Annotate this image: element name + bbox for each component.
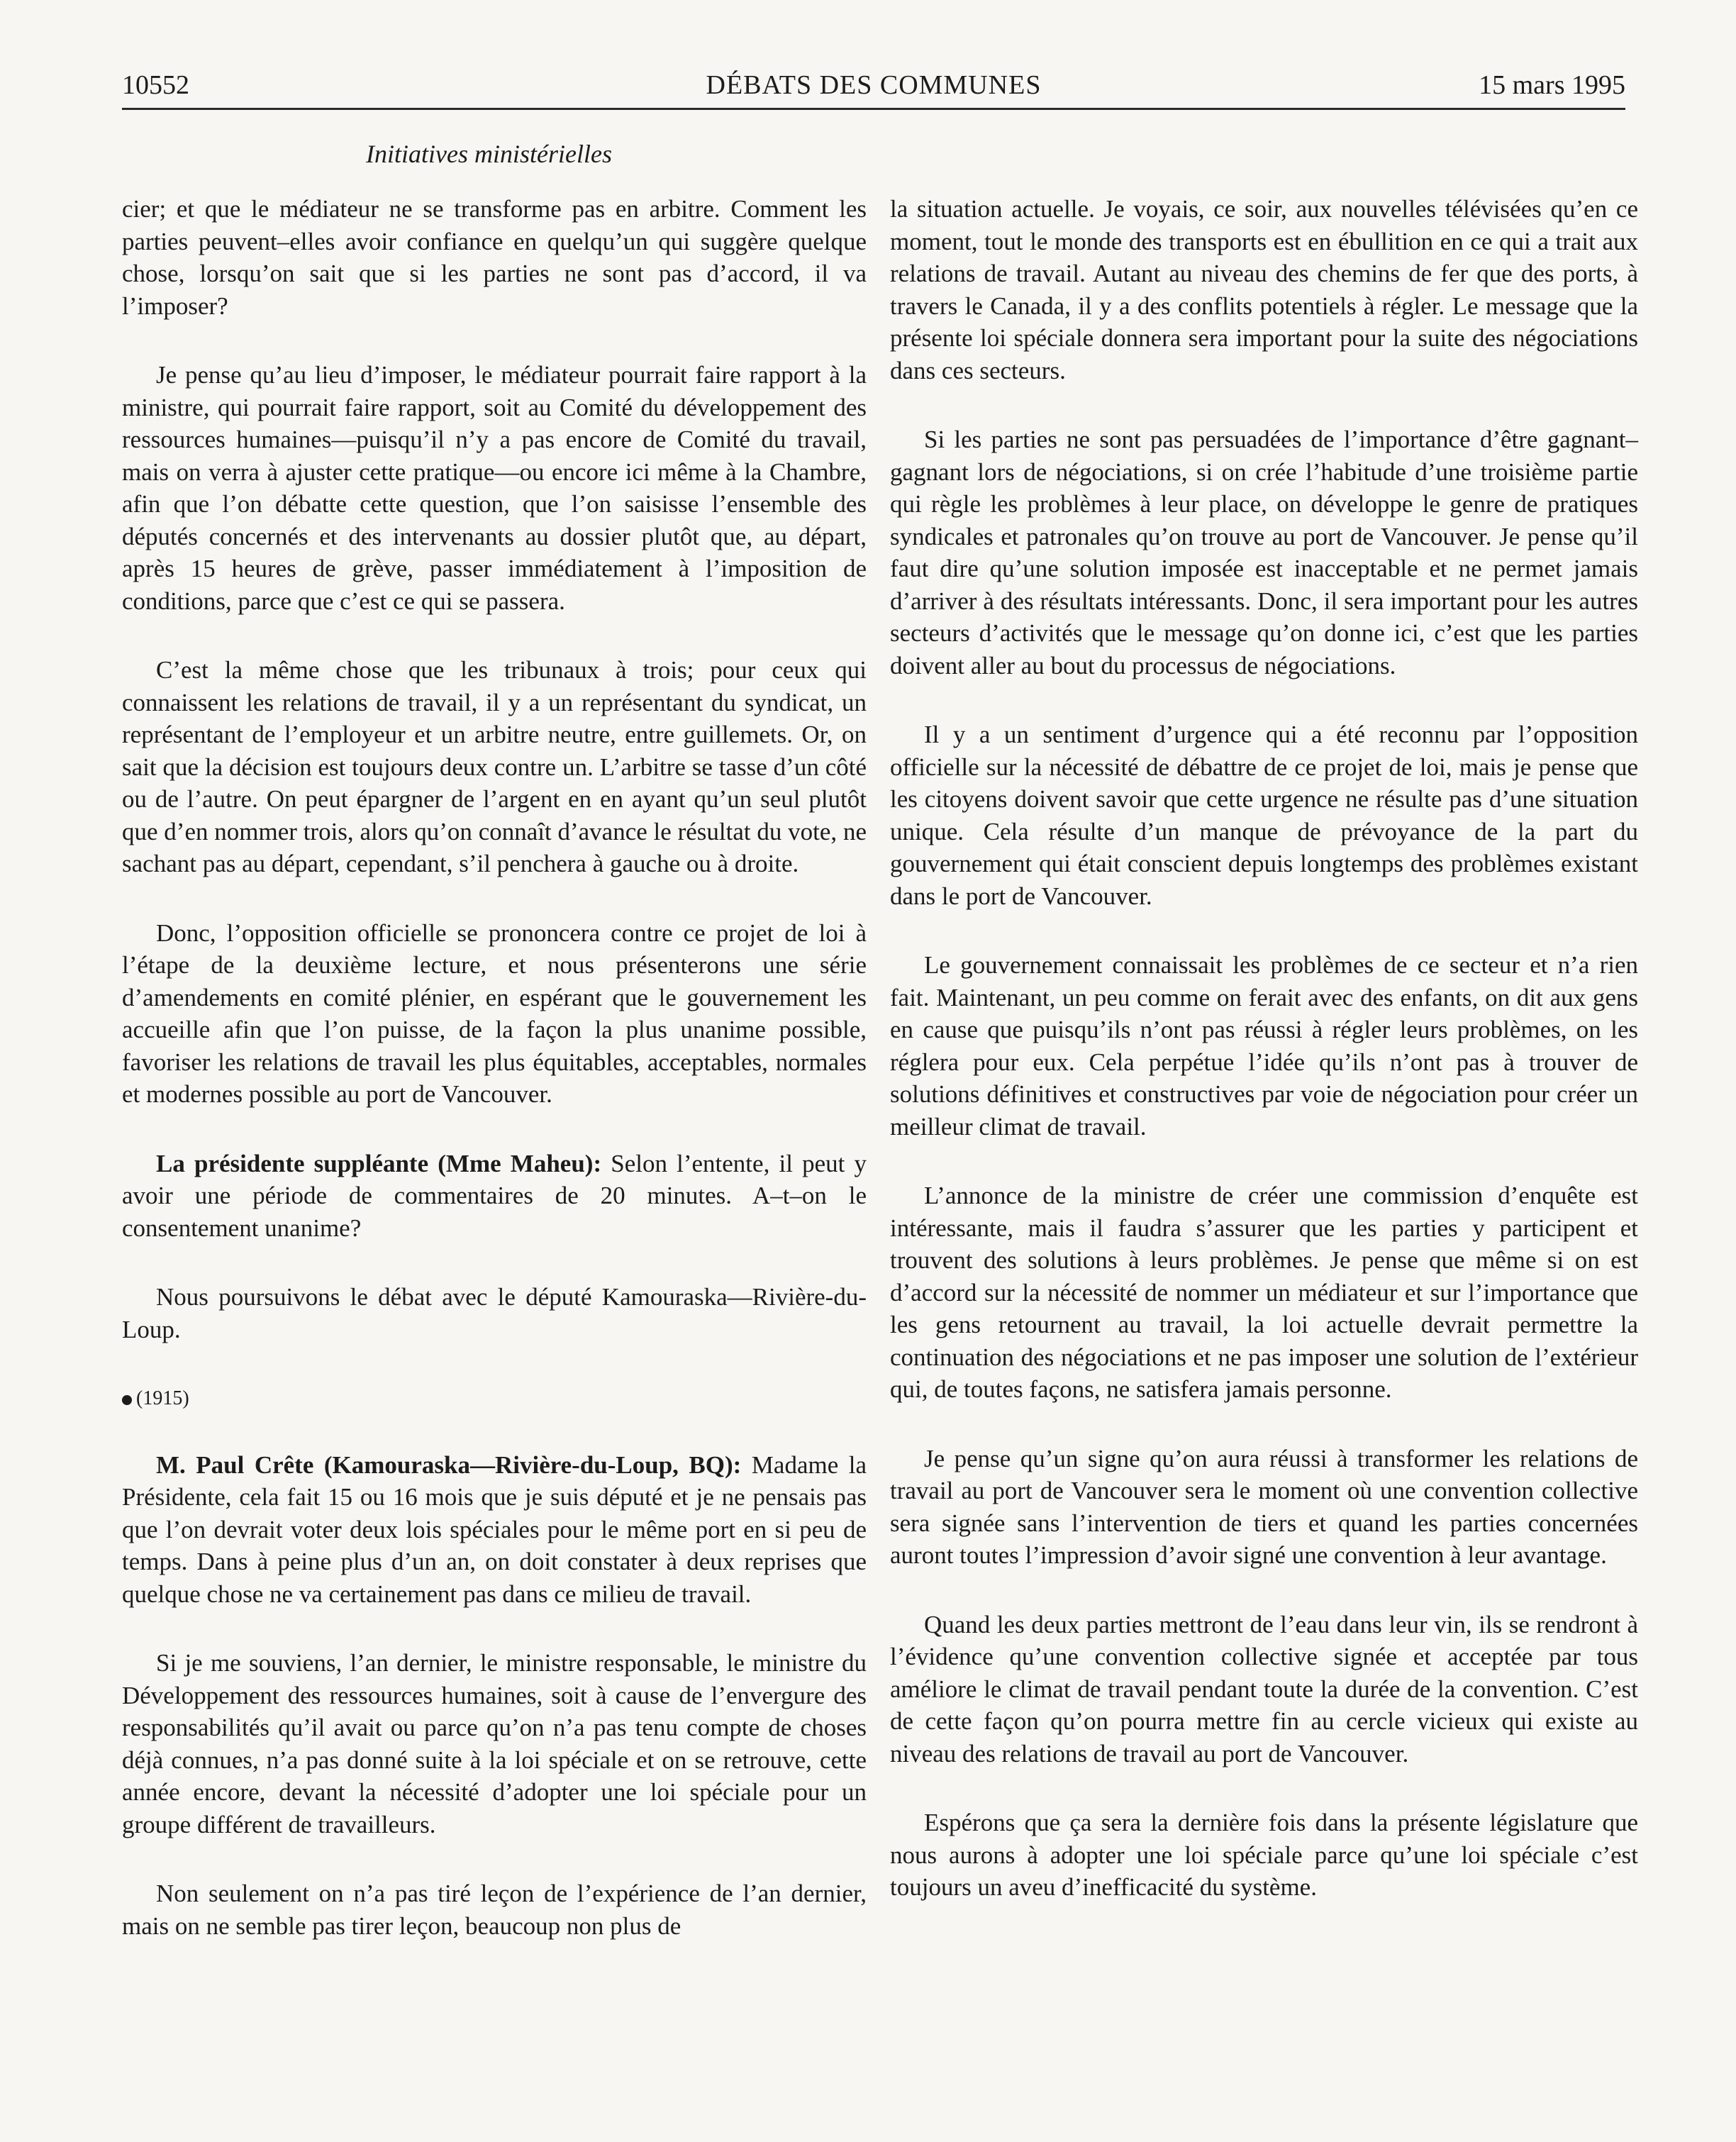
- page-header: [122, 65, 1625, 110]
- paragraph: [122, 1449, 867, 1611]
- paragraph: Je pense qu’au lieu d’imposer, le médiateur pourrait faire rapport à la ministre, qui pourrait faire rapport, soit au Comité du développement des ressources humaines—puisqu’il n’y a pas encore de Comité du travail, mais on verra à ajuster cette pratique—ou encore ici même à la Chambre, afin que l’on débatte cette question, que l’on saisisse l’ensemble des députés concernés et des intervenants au dossier plutôt que, au départ, après 15 heures de grève, passer immédiatement à l’imposition de conditions, parce que c’est ce qui se passera.: [122, 361, 867, 615]
- paragraph: la situation actuelle. Je voyais, ce soir, aux nouvelles télévisées qu’en ce moment, tout le monde des transports est en ébullition en ce qui a trait aux relations de travail. Autant au niveau des chemins de fer que des ports, à travers le Canada, il y a des conflits potentiels à régler. Le message que la présente loi spéciale donnera sera important pour la suite des négociations dans ces secteurs.: [890, 195, 1638, 384]
- paragraph: Si les parties ne sont pas persuadées de l’importance d’être gagnant–gagnant lors de négociations, si on crée l’habitude d’une troisième partie qui règle les problèmes à leur place, on développe le genre de pratiques syndicales et patronales qu’on trouve au port de Vancouver. Je pense qu’il faut dire qu’une solution imposée est inacceptable et ne permet jamais d’arriver à des résultats intéressants. Donc, il sera important pour les autres secteurs d’activités que le message qu’on donne ici, c’est que les parties doivent aller au bout du processus de négociations.: [890, 426, 1638, 679]
- paragraph: Nous poursuivons le débat avec le député Kamouraska—Rivière-du-Loup.: [122, 1283, 867, 1343]
- speech-text: Madame la Présidente, cela fait 15 ou 16 mois que je suis député et je ne pensais pas que l’on devrait voter deux lois spéciales pour le même port en si peu de temps. Dans à peine plus d’un an, on doit constater à deux reprises que quelque chose ne va certainement pas dans ce milieu de travail.: [122, 1450, 867, 1608]
- section-title: Initiatives ministérielles: [366, 140, 612, 168]
- paragraph: Donc, l’opposition officielle se prononcera contre ce projet de loi à l’étape de la deuxième lecture, et nous présenterons une série d’amendements en comité plénier, en espérant que le gouvernement les accueille afin que l’on puisse, de la façon la plus unanime possible, favoriser les relations de travail les plus équitables, acceptables, normales et modernes possible au port de Vancouver.: [122, 919, 867, 1108]
- paragraph: Si je me souviens, l’an dernier, le ministre responsable, le ministre du Développement des ressources humaines, soit à cause de l’envergure des responsabilités qu’il avait ou parce qu’on n’a pas tenu compte de choses déjà connues, n’a pas donné suite à la loi spéciale et on se retrouve, cette année encore, devant la nécessité d’adopter une loi spéciale pour un groupe différent de travailleurs.: [122, 1649, 867, 1838]
- bullet-icon: [122, 1395, 132, 1405]
- speaker-name: M. Paul Crête (Kamouraska—Rivière-du-Loup, BQ):: [156, 1450, 742, 1479]
- left-column: [122, 193, 867, 1979]
- paragraph: [122, 1148, 867, 1245]
- publication-title: DÉBATS DES COMMUNES: [706, 70, 1042, 100]
- right-column: [890, 193, 1638, 1941]
- paragraph: Je pense qu’un signe qu’on aura réussi à transformer les relations de travail au port de Vancouver sera le moment où une convention collective sera signée sans l’intervention de tiers et quand les parties concernées auront toutes l’impression d’avoir signé une convention à leur avantage.: [890, 1444, 1638, 1569]
- page-number: 10552: [122, 70, 189, 100]
- paragraph: C’est la même chose que les tribunaux à trois; pour ceux qui connaissent les relations de travail, il y a un représentant du syndicat, un représentant de l’employeur et un arbitre neutre, entre guillemets. Or, on sait que la décision est toujours deux contre un. L’arbitre se tasse d’un côté ou de l’autre. On peut épargner de l’argent en en ayant qu’un seul plutôt que d’en nommer trois, alors qu’on connaît d’avance le résultat du vote, ne sachant pas au départ, cependant, s’il penchera à gauche ou à droite.: [122, 656, 867, 877]
- speech-text: Selon l’entente, il peut y avoir une période de commentaires de 20 minutes. A–t–on le consentement unanime?: [122, 1149, 867, 1242]
- page-date: 15 mars 1995: [1479, 70, 1625, 100]
- timestamp-text: (1915): [136, 1387, 189, 1409]
- timestamp: [122, 1382, 867, 1415]
- paragraph: Quand les deux parties mettront de l’eau dans leur vin, ils se rendront à l’évidence qu’une convention collective signée et acceptée par tous améliore le climat de travail pendant toute la durée de la convention. C’est de cette façon qu’on pourra mettre fin au cercle vicieux qui existe au niveau des relations de travail au port de Vancouver.: [890, 1610, 1638, 1768]
- paragraph: L’annonce de la ministre de créer une commission d’enquête est intéressante, mais il faudra s’assurer que les parties y participent et trouvent des solutions à leurs problèmes. Je pense que même si on est d’accord sur la nécessité de nommer un médiateur et sur l’importance que les gens retournent au travail, la loi actuelle devrait permettre la continuation des négociations et ne pas imposer une solution de l’extérieur qui, de toutes façons, ne satisfera jamais personne.: [890, 1182, 1638, 1403]
- paragraph: Il y a un sentiment d’urgence qui a été reconnu par l’opposition officielle sur la nécessité de débattre de ce projet de loi, mais je pense que les citoyens doivent savoir que cette urgence ne résulte pas d’une situation unique. Cela résulte d’un manque de prévoyance de la part du gouvernement qui était conscient depuis longtemps des problèmes existant dans le port de Vancouver.: [890, 721, 1638, 910]
- paragraph: Non seulement on n’a pas tiré leçon de l’expérience de l’an dernier, mais on ne semble pas tirer leçon, beaucoup non plus de: [122, 1880, 867, 1940]
- speaker-name: La présidente suppléante (Mme Maheu):: [156, 1149, 602, 1177]
- paragraph: cier; et que le médiateur ne se transforme pas en arbitre. Comment les parties peuvent–elles avoir confiance en quelqu’un qui suggère quelque chose, lorsqu’on sait que si les parties ne sont pas d’accord, il va l’imposer?: [122, 195, 867, 320]
- paragraph: Le gouvernement connaissait les problèmes de ce secteur et n’a rien fait. Maintenant, un peu comme on ferait avec des enfants, on dit aux gens en cause que puisqu’ils n’ont pas réussi à régler leurs problèmes, on les réglera pour eux. Cela perpétue l’idée qu’ils n’ont pas à trouver de solutions définitives et constructives par voie de négociation pour créer un meilleur climat de travail.: [890, 951, 1638, 1141]
- paragraph: Espérons que ça sera la dernière fois dans la présente législature que nous aurons à adopter une loi spéciale parce qu’une loi spéciale c’est toujours un aveu d’inefficacité du système.: [890, 1809, 1638, 1901]
